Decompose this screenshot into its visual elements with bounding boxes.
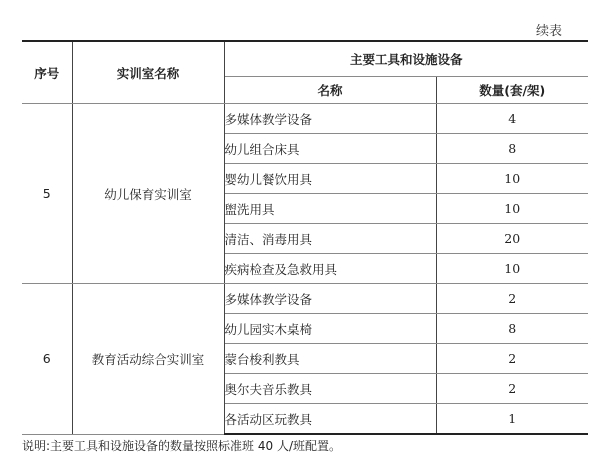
header-seq: 序号	[22, 41, 72, 104]
continued-label: 续表	[535, 24, 562, 39]
cell-room-name: 教育活动综合实训室	[72, 284, 224, 435]
cell-item-qty: 2	[436, 284, 588, 314]
cell-item-name: 多媒体教学设备	[224, 104, 436, 134]
cell-item-name: 幼儿组合床具	[224, 134, 436, 164]
cell-item-name: 奥尔夫音乐教具	[224, 374, 436, 404]
cell-item-name: 清洁、消毒用具	[224, 224, 436, 254]
cell-item-qty: 2	[436, 344, 588, 374]
cell-item-name: 幼儿园实木桌椅	[224, 314, 436, 344]
cell-item-name: 多媒体教学设备	[224, 284, 436, 314]
cell-item-name: 蒙台梭利教具	[224, 344, 436, 374]
header-name: 名称	[224, 77, 436, 104]
cell-item-name: 各活动区玩教具	[224, 404, 436, 435]
cell-item-name: 婴幼儿餐饮用具	[224, 164, 436, 194]
table-body	[22, 104, 588, 435]
table-row	[22, 284, 588, 314]
cell-seq: 5	[22, 104, 72, 284]
cell-item-qty: 10	[436, 194, 588, 224]
cell-item-qty: 1	[436, 404, 588, 435]
cell-item-qty: 2	[436, 374, 588, 404]
cell-item-qty: 10	[436, 254, 588, 284]
cell-item-qty: 8	[436, 134, 588, 164]
cell-room-name: 幼儿保育实训室	[72, 104, 224, 284]
cell-item-qty: 10	[436, 164, 588, 194]
header-qty: 数量(套/架)	[436, 77, 588, 104]
cell-item-name: 盥洗用具	[224, 194, 436, 224]
footnote: 说明:主要工具和设施设备的数量按照标准班 40 人/班配置。	[22, 439, 341, 453]
header-room: 实训室名称	[72, 41, 224, 104]
cell-item-qty: 4	[436, 104, 588, 134]
cell-item-name: 疾病检查及急救用具	[224, 254, 436, 284]
cell-item-qty: 8	[436, 314, 588, 344]
table-row	[22, 104, 588, 134]
cell-seq: 6	[22, 284, 72, 435]
cell-item-qty: 20	[436, 224, 588, 254]
header-equipment: 主要工具和设施设备	[224, 41, 588, 77]
equipment-table	[22, 40, 588, 435]
